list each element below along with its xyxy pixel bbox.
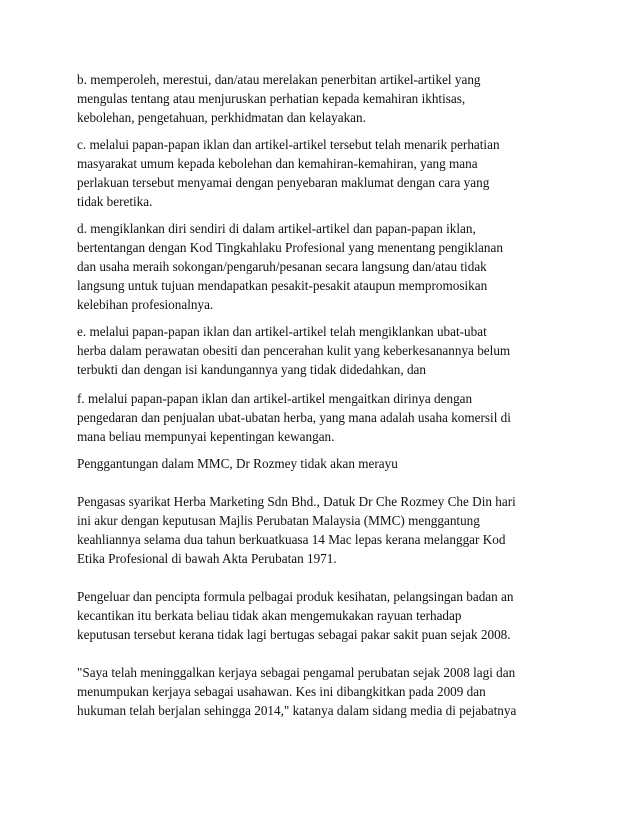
paragraph-1 <box>77 492 577 568</box>
text-line: tidak beretika. <box>77 194 153 209</box>
text-line: terbukti dan dengan isi kandungannya yang tidak didedahkan, dan <box>77 362 427 377</box>
text-line: c. melalui papan-papan iklan dan artikel-artikel tersebut telah menarik perhatian <box>77 137 500 152</box>
text-line: Pengasas syarikat Herba Marketing Sdn Bhd., Datuk Dr Che Rozmey Che Din hari <box>77 494 516 509</box>
text-line: keputusan tersebut kerana tidak lagi bertugas sebagai pakar sakit puan sejak 2008. <box>77 627 511 642</box>
text-line: hukuman telah berjalan sehingga 2014," katanya dalam sidang media di pejabatnya <box>77 703 517 718</box>
section-heading <box>77 454 577 473</box>
text-line: b. memperoleh, merestui, dan/atau merelakan penerbitan artikel-artikel yang <box>77 72 481 87</box>
paragraph-3 <box>77 663 577 720</box>
text-line: Etika Profesional di bawah Akta Perubatan 1971. <box>77 551 337 566</box>
text-line: menumpukan kerjaya sebagai usahawan. Kes ini dibangkitkan pada 2009 dan <box>77 684 486 699</box>
text-line: herba dalam perawatan obesiti dan pencerahan kulit yang keberkesanannya belum <box>77 343 511 358</box>
list-item-f <box>77 389 577 446</box>
heading-text: Penggantungan dalam MMC, Dr Rozmey tidak akan merayu <box>77 456 398 471</box>
document-page <box>77 70 577 720</box>
list-item-c <box>77 135 577 211</box>
text-line: ini akur dengan keputusan Majlis Perubatan Malaysia (MMC) menggantung <box>77 513 480 528</box>
text-line: e. melalui papan-papan iklan dan artikel-artikel telah mengiklankan ubat-ubat <box>77 324 487 339</box>
text-line: pengedaran dan penjualan ubat-ubatan herba, yang mana adalah usaha komersil di <box>77 410 511 425</box>
list-item-e <box>77 322 577 379</box>
text-line: Pengeluar dan pencipta formula pelbagai produk kesihatan, pelangsingan badan an <box>77 589 514 604</box>
text-line: f. melalui papan-papan iklan dan artikel-artikel mengaitkan dirinya dengan <box>77 391 473 406</box>
text-line: bertentangan dengan Kod Tingkahlaku Profesional yang menentang pengiklanan <box>77 240 503 255</box>
text-line: kebolehan, pengetahuan, perkhidmatan dan kelayakan. <box>77 110 366 125</box>
text-line: masyarakat umum kepada kebolehan dan kemahiran-kemahiran, yang mana <box>77 156 478 171</box>
text-line: mana beliau mempunyai kepentingan kewangan. <box>77 429 335 444</box>
text-line: dan usaha meraih sokongan/pengaruh/pesanan secara langsung dan/atau tidak <box>77 259 487 274</box>
text-line: kecantikan itu berkata beliau tidak akan mengemukakan rayuan terhadap <box>77 608 462 623</box>
text-line: kelebihan profesionalnya. <box>77 297 214 312</box>
text-line: d. mengiklankan diri sendiri di dalam artikel-artikel dan papan-papan iklan, <box>77 221 476 236</box>
text-line: perlakuan tersebut menyamai dengan penyebaran maklumat dengan cara yang <box>77 175 490 190</box>
text-line: "Saya telah meninggalkan kerjaya sebagai pengamal perubatan sejak 2008 lagi dan <box>77 665 516 680</box>
list-item-d <box>77 219 577 314</box>
text-line: mengulas tentang atau menjuruskan perhatian kepada kemahiran ikhtisas, <box>77 91 466 106</box>
text-line: langsung untuk tujuan mendapatkan pesakit-pesakit ataupun mempromosikan <box>77 278 488 293</box>
text-line: keahliannya selama dua tahun berkuatkuasa 14 Mac lepas kerana melanggar Kod <box>77 532 506 547</box>
paragraph-2 <box>77 587 577 644</box>
list-item-b <box>77 70 577 127</box>
